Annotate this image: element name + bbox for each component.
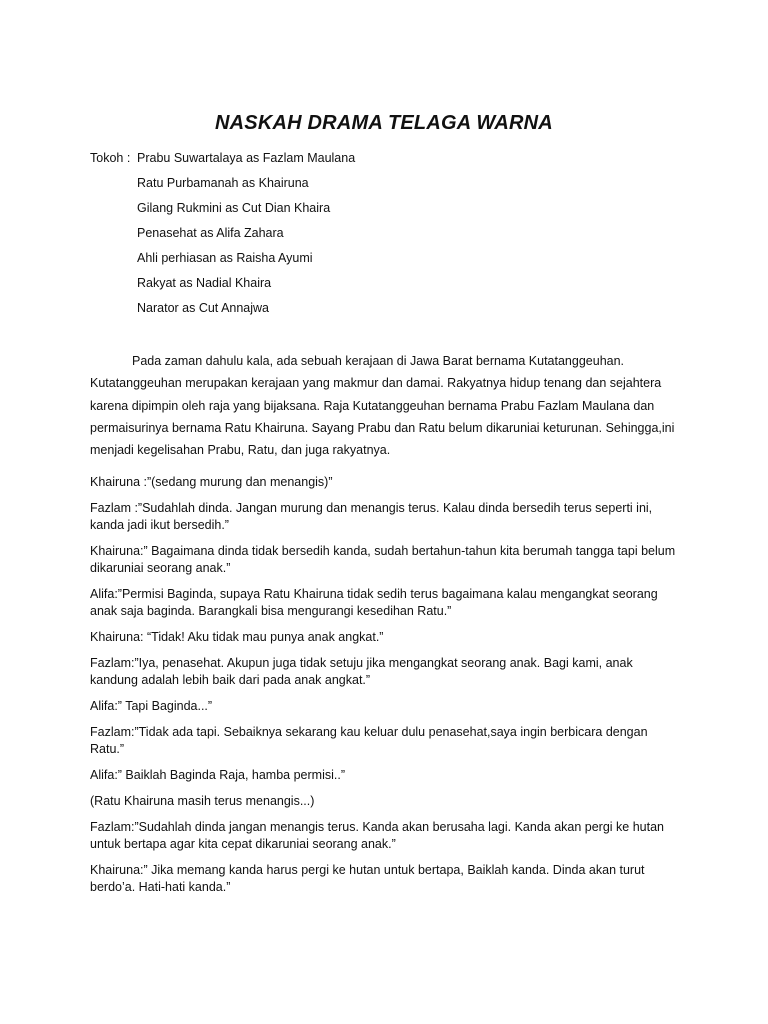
dialogue-line: Fazlam:”Tidak ada tapi. Sebaiknya sekarang kau keluar dulu penasehat,saya ingin berbicara dengan Ratu.”: [90, 725, 648, 756]
document-title: NASKAH DRAMA TELAGA WARNA: [215, 112, 553, 134]
cast-item: [90, 275, 690, 300]
cast-entry: Penasehat as Alifa Zahara: [137, 226, 284, 240]
dialogue-line: Alifa:” Baiklah Baginda Raja, hamba permisi..”: [90, 768, 345, 782]
cast-item: [90, 300, 690, 325]
cast-entry: Ratu Purbamanah as Khairuna: [137, 176, 309, 190]
cast-label: Tokoh :: [90, 151, 131, 165]
dialogue-line: Khairuna:” Bagaimana dinda tidak bersedih kanda, sudah bertahun-tahun kita berumah tangga tapi belum dikaruniai seorang anak.”: [90, 544, 676, 575]
cast-item: [90, 250, 690, 275]
dialogue-line: Fazlam :”Sudahlah dinda. Jangan murung dan menangis terus. Kalau dinda bersedih terus seperti ini, kanda jadi ikut bersedih.”: [90, 501, 653, 532]
dialogue-line: Alifa:”Permisi Baginda, supaya Ratu Khairuna tidak sedih terus bagaimana kalau mengangkat seorang anak saja baginda. Barangkali bisa mengurangi kesedihan Ratu.”: [90, 587, 658, 618]
narration-paragraph: Pada zaman dahulu kala, ada sebuah kerajaan di Jawa Barat bernama Kutatanggeuhan. Kutatanggeuhan merupakan kerajaan yang makmur dan damai. Rakyatnya hidup tenang dan sejahtera karena dipimpin oleh raja yang bijaksana. Raja Kutatanggeuhan bernama Prabu Fazlam Maulana dan permaisurinya bernama Ratu Khairuna. Sayang Prabu dan Ratu belum dikaruniai keturunan. Sehingga,ini menjadi kegelisahan Prabu, Ratu, dan juga rakyatnya.: [90, 354, 675, 458]
cast-entry: Ahli perhiasan as Raisha Ayumi: [137, 251, 313, 265]
dialogue-line: Khairuna:” Jika memang kanda harus pergi ke hutan untuk bertapa, Baiklah kanda. Dinda akan turut berdo’a. Hati-hati kanda.”: [90, 863, 645, 894]
cast-entry: Prabu Suwartalaya as Fazlam Maulana: [137, 151, 356, 165]
cast-item: [90, 200, 690, 225]
dialogue-section: [90, 474, 680, 905]
cast-entry: Narator as Cut Annajwa: [137, 301, 270, 315]
cast-list: [90, 150, 690, 325]
dialogue-line: Alifa:” Tapi Baginda...”: [90, 699, 213, 713]
cast-item: [90, 175, 690, 200]
cast-entry: Gilang Rukmini as Cut Dian Khaira: [137, 201, 331, 215]
dialogue-line: Fazlam:”Iya, penasehat. Akupun juga tidak setuju jika mengangkat seorang anak. Bagi kami, anak kandung adalah lebih baik dari pada anak angkat.”: [90, 656, 633, 687]
dialogue-line: Khairuna :”(sedang murung dan menangis)”: [90, 475, 333, 489]
dialogue-line: Fazlam:”Sudahlah dinda jangan menangis terus. Kanda akan berusaha lagi. Kanda akan pergi ke hutan untuk bertapa agar kita cepat dikaruniai seorang anak.”: [90, 820, 665, 851]
dialogue-line: (Ratu Khairuna masih terus menangis...): [90, 794, 315, 808]
cast-item: [90, 225, 690, 250]
dialogue-line: Khairuna: “Tidak! Aku tidak mau punya anak angkat.”: [90, 630, 384, 644]
cast-item: [90, 150, 690, 175]
cast-entry: Rakyat as Nadial Khaira: [137, 276, 272, 290]
